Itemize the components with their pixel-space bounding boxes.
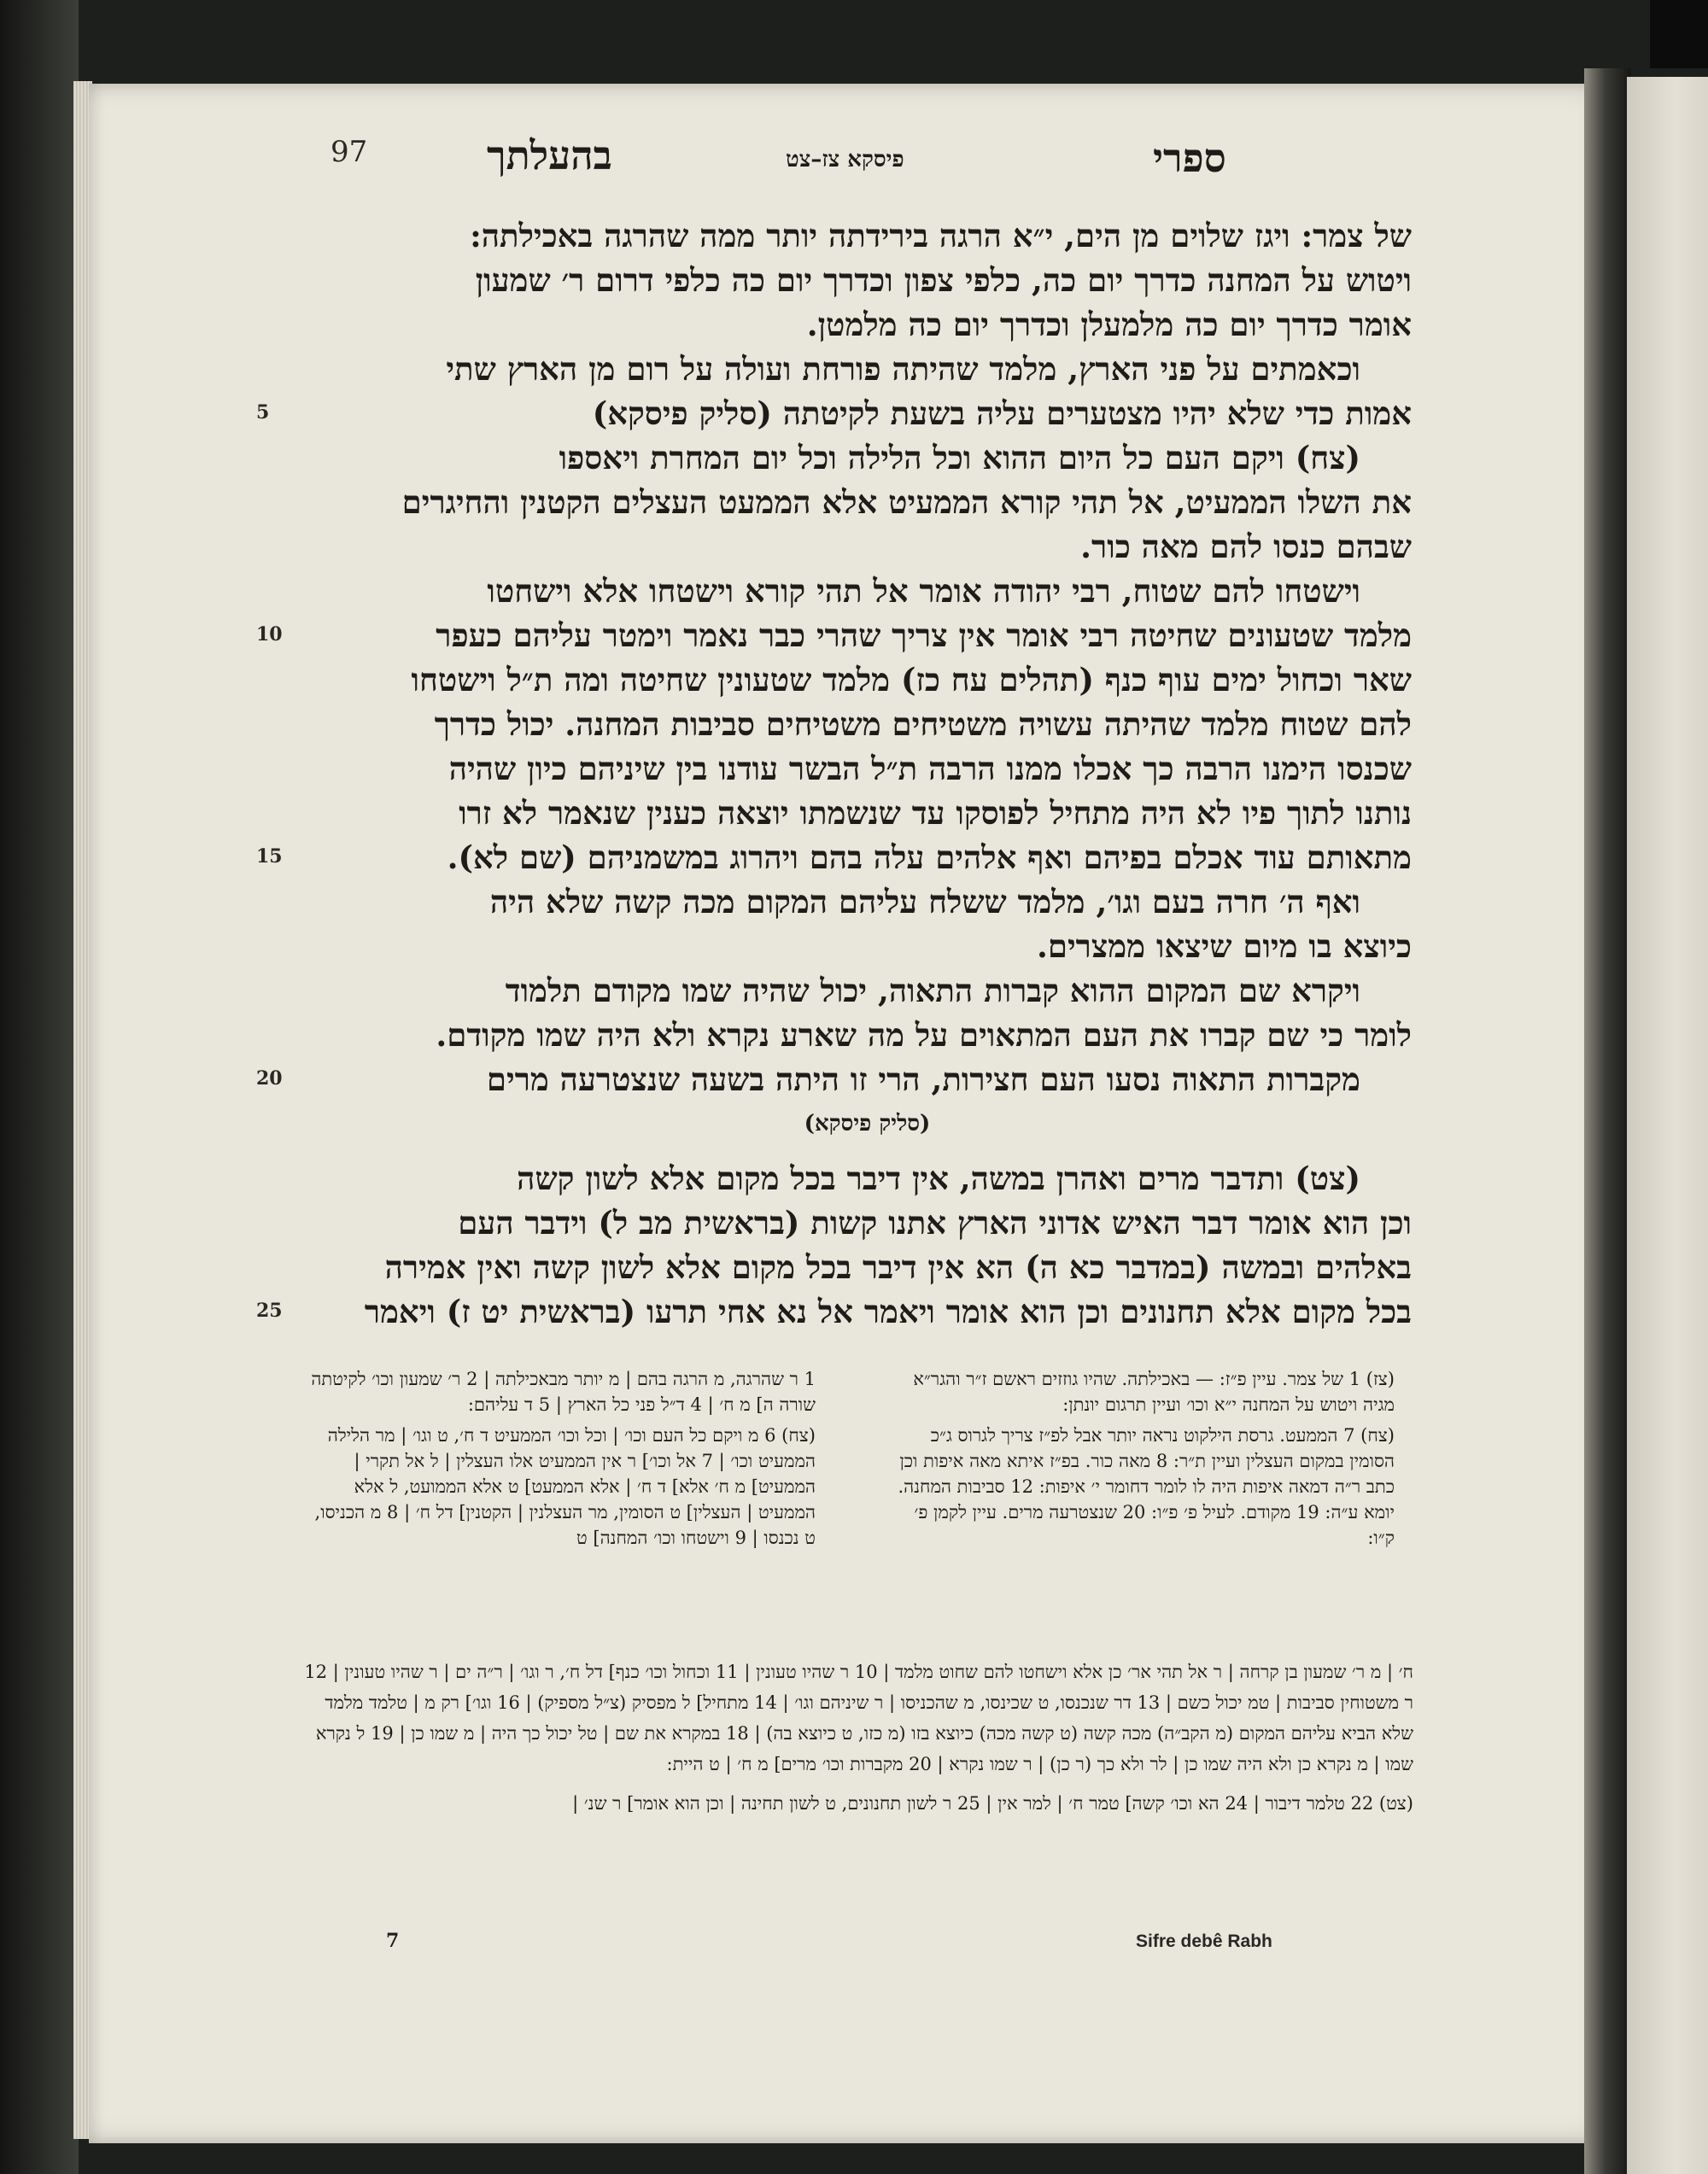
- notes-column-left: [303, 1366, 816, 1556]
- main-text-line: בכל מקום אלא תחנונים וכן הוא אומר ויאמר אל נא אחי תרעו (בראשית יט ז) ויאמר: [364, 1293, 1412, 1330]
- line-number: 20: [256, 1067, 283, 1090]
- line-number: 25: [256, 1300, 283, 1322]
- main-text-line: להם שטוח מלמד שהיתה עשויה משטיחים משטיחים סביבות המחנה. יכול כדרך: [434, 705, 1412, 743]
- main-text-line: לומר כי שם קברו את העם המתאוים על מה שארע נקרא ולא היה שמו מקודם.: [436, 1016, 1412, 1054]
- line-number: 5: [256, 401, 270, 424]
- main-text-line: מקברות התאוה נסעו העם חצירות, הרי זו היתה בשעה שנצטרעה מרים: [486, 1061, 1360, 1098]
- book-cover-left-edge: [0, 0, 79, 2174]
- line-number: 15: [256, 845, 283, 868]
- page-number: 97: [330, 135, 368, 169]
- main-text-line: מלמד שטעונים שחיטה רבי אומר אין צריך שהרי כבר נאמר וימטר עליהם כעפר: [436, 617, 1412, 654]
- main-text-line: נותנו לתוך פיו לא היה מתחיל לפוסקו עד שנשמתו יוצאה כענין שנאמר לא זרו: [459, 794, 1412, 832]
- book-gutter: [1584, 68, 1631, 2174]
- main-text-line: שבהם כנסו להם מאה כור.: [1080, 528, 1412, 565]
- main-text-block: [323, 213, 1412, 1334]
- main-text-line: שכנסו הימנו הרבה כך אכלו ממנו הרבה ת״ל הבשר עודנו בין שיניהם כיון שהיה: [448, 750, 1412, 787]
- main-text-line: אמות כדי שלא יהיו מצטערים עליה בשעת לקיטתה (סליק פיסקא): [592, 394, 1412, 432]
- main-text-line: כיוצא בו מיום שיצאו ממצרים.: [1036, 927, 1412, 965]
- main-text-line: וכאמתים על פני הארץ, מלמד שהיתה פורחת ועולה על רום מן הארץ שתי: [446, 350, 1360, 388]
- running-head-book-title: ספרי: [1153, 135, 1226, 181]
- variant-paragraph: ח׳ | מ ר׳ שמעון בן קרחה | ר אל תהי אר׳ כן אלא וישחטו להם שחוט מלמד | 10 ר שהיו טעונין | 11 וכחול וכו׳ כנף] דל ח׳, ר וגו׳ | ר״ה ים | ר שהיו טעונין | 12 ר משטוחין סביבות | טמ יכול כשם | 13 דר שנכנסו, ט שכינסו, מ שהכניסו | ר שיניהם וגו׳ | 14 מתחיל] ל מפסיק (צ״ל מספיק) | 16 וגו׳] רק מ | טלמד מלמד שלא הביא עליהם המקום (מ הקב״ה) מכה קשה (ט קשה מכה) כיוצא בזו (מ כזו, ט כיוצא בה) | 18 במקרא את שם | טל יכול כך היה | מ שמו כן | 19 ל נקרא שמו | מ נקרא כן ולא היה שמו כן | לר ולא כך (ר כן) | ר שמו נקרא | 20 מקברות וכו׳ מרים] מ ח׳ | ט היית:: [304, 1662, 1413, 1774]
- main-text-line: אומר כדרך יום כה מלמעלן וכדרך יום כה מלמטן.: [806, 306, 1412, 343]
- main-text-line: של צמר: ויגז שלוים מן הים, י״א הרגה בירידתה יותר ממה שהרגה באכילתה:: [470, 217, 1412, 254]
- notes-column-right: [882, 1366, 1395, 1556]
- main-text-line: מתאותם עוד אכלם בפיהם ואף אלהים עלה בהם ויהרוג במשמניהם (שם לא).: [447, 839, 1412, 876]
- main-text-line: ואף ה׳ חרה בעם וגו׳, מלמד ששלח עליהם המקום מכה קשה שלא היה: [489, 883, 1360, 920]
- running-head-parasha: בהעלתך: [487, 132, 612, 178]
- main-text-line: וישטחו להם שטוח, רבי יהודה אומר אל תהי קורא וישטחו אלא וישחטו: [487, 572, 1360, 610]
- textual-variants-apparatus: [303, 1657, 1413, 1827]
- main-text-line: ויקרא שם המקום ההוא קברות התאוה, יכול שהיה שמו מקודם תלמוד: [505, 972, 1360, 1009]
- main-text-line: שאר וכחול ימים עוף כנף (תהלים עח כז) מלמד שטעונין שחיטה ומה ת״ל וישטחו: [411, 661, 1412, 698]
- note-paragraph: (צח) 7 הממעט. גרסת הילקוט נראה יותר אבל לפ״ז צריך לגרוס ג״כ הסומין במקום העצלין ועיין ת״ר: 8 מאה כור. בפ״ז איתא מאה איפות וכן כתב ר״ה דמאה איפות היה לו לומר דחומר י׳ איפות: 12 סביבות המחנה. יומא ע״ה: 19 מקודם. לעיל פ׳ פ״ו: 20 שנצטרעה מרים. עיין לקמן פ׳ ק״ו:: [898, 1425, 1395, 1548]
- main-text-line: (צט) ותדבר מרים ואהרן במשה, אין דיבר בכל מקום אלא לשון קשה: [517, 1160, 1360, 1197]
- main-text-line: ויטוש על המחנה כדרך יום כה, כלפי צפון וכדרך יום כה כלפי דרום ר׳ שמעון: [475, 261, 1412, 299]
- facing-page-edge: [1627, 77, 1708, 2174]
- binding-clip: [1650, 0, 1708, 68]
- printer-signature-mark: 7: [386, 1930, 400, 1952]
- variant-paragraph: (צט) 22 טלמר דיבור | 24 הא וכו׳ קשה] טמר ח׳ | למר אין | 25 ר לשון תחנונים, ט לשון תחינה | וכן הוא אומר] ר שנ׳ |: [572, 1793, 1413, 1814]
- footer-publisher-line: Sifre debê Rabh: [1136, 1931, 1272, 1951]
- main-text-line: באלהים ובמשה (במדבר כא ה) הא אין דיבר בכל מקום אלא לשון קשה ואין אמירה: [384, 1248, 1412, 1286]
- note-paragraph: (צח) 6 מ ויקם כל העם וכו׳ | וכל וכו׳ הממעיט ד ח׳, ט וגו׳ | מר הלילה הממעיט וכו׳ | 7 אל וכו׳] ר אין הממעיט אלו העצלין | ל אל תקרי | הממעיט] מ ח׳ אלא] ד ח׳ | אלא הממעט] ט אלא הממועט, ל אלא הממעיט | העצלין] ט הסומין, מר העצלנין | הקטנין] דל ח׳ | 8 מ הכניסו, ט נכנסו | 9 וישטחו וכו׳ המחנה] ט: [314, 1425, 816, 1548]
- main-text-line: וכן הוא אומר דבר האיש אדוני הארץ אתנו קשות (בראשית מב ל) וידבר העם: [458, 1204, 1412, 1242]
- running-head-piska: פיסקא צז–צט: [786, 147, 904, 172]
- main-text-line: (סליק פיסקא): [804, 1111, 931, 1137]
- note-paragraph: 1 ר שהרגה, מ הרגה בהם | מ יותר מבאכילתה | 2 ר׳ שמעון וכו׳ לקיטתה שורה ה] מ ח׳ | 4 ד״ל פני כל הארץ | 5 ד עליהם:: [311, 1369, 816, 1415]
- main-text-line: (צח) ויקם העם כל היום ההוא וכל הלילה וכל יום המחרת ויאספו: [559, 439, 1360, 476]
- line-number: 10: [256, 623, 283, 646]
- main-text-line: את השלו הממעיט, אל תהי קורא הממעיט אלא הממעט העצלים הקטנין והחיגרים: [401, 483, 1412, 521]
- note-paragraph: (צז) 1 של צמר. עיין פ״ז: — באכילתה. שהיו גוזזים ראשם ז״ר והגר״א מגיה ויטוש על המחנה י״א וכו׳ ועיין תרגום יונתן:: [913, 1369, 1395, 1415]
